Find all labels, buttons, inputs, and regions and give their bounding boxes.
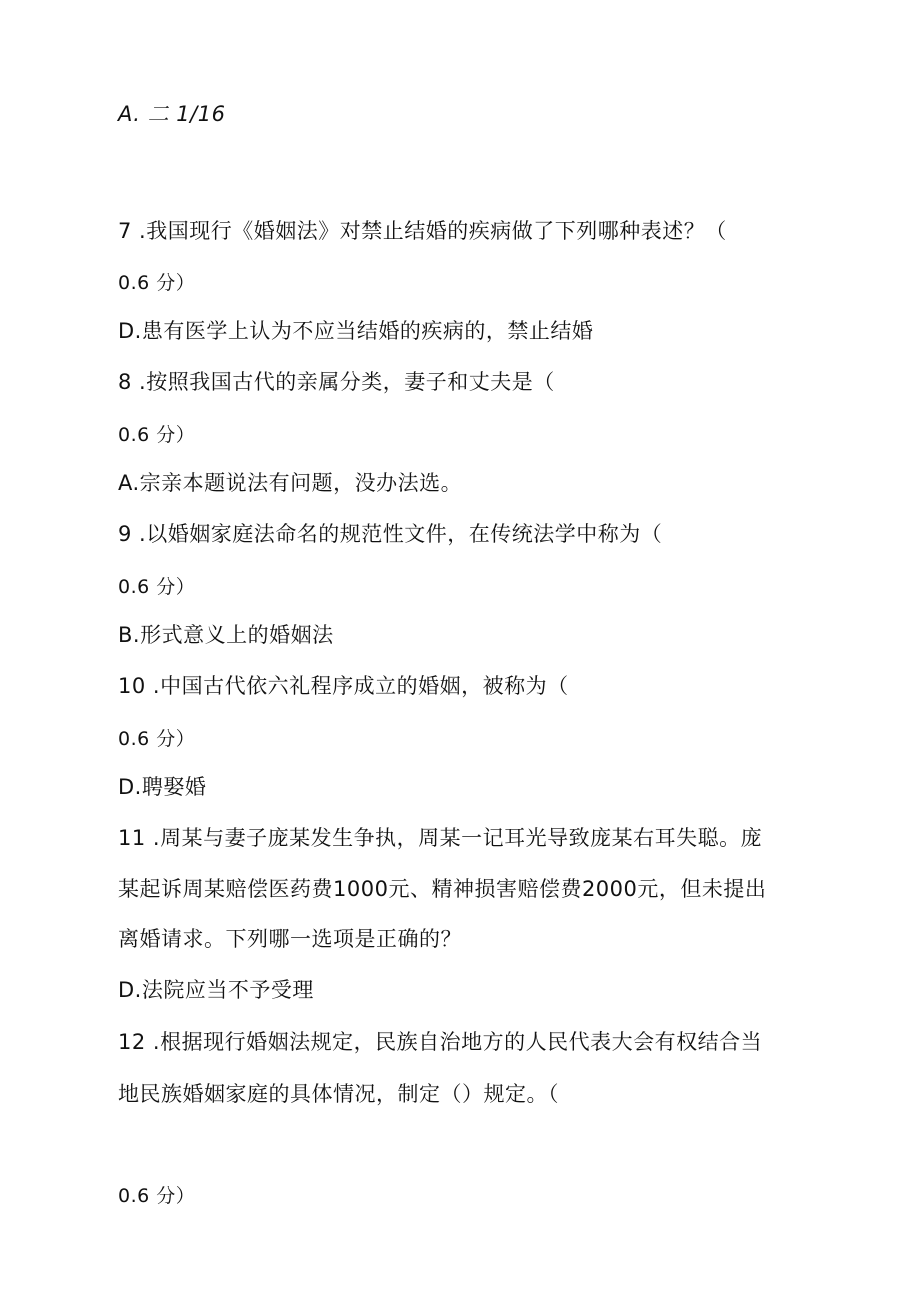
question-9-answer: B.形式意义上的婚姻法	[118, 623, 334, 647]
question-9-score: 0.6 分）	[118, 576, 196, 598]
question-11-stem-line-3: 离婚请求。下列哪一选项是正确的？	[118, 927, 462, 951]
question-12-stem-line-1: 12 .根据现行婚姻法规定，民族自治地方的人民代表大会有权结合当	[118, 1030, 763, 1054]
question-7-stem: 7 .我国现行《婚姻法》对禁止结婚的疾病做了下列哪种表述？（	[118, 219, 727, 243]
question-12-stem-line-2: 地民族婚姻家庭的具体情况，制定（）规定。（	[118, 1082, 559, 1106]
question-11-stem-line-1: 11 .周某与妻子庞某发生争执，周某一记耳光导致庞某右耳失聪。庞	[118, 826, 763, 850]
question-11-stem-line-2: 某起诉周某赔偿医药费1000元、精神损害赔偿费2000元，但未提出	[118, 877, 767, 901]
question-10-stem: 10 .中国古代依六礼程序成立的婚姻，被称为（	[118, 674, 569, 698]
question-10-score: 0.6 分）	[118, 728, 196, 750]
question-8-answer: A.宗亲本题说法有问题，没办法选。	[118, 471, 463, 495]
question-11-answer: D.法院应当不予受理	[118, 978, 314, 1002]
question-8-score: 0.6 分）	[118, 424, 196, 446]
top-answer: A. 二 1/16	[118, 102, 226, 126]
question-9-stem: 9 .以婚姻家庭法命名的规范性文件，在传统法学中称为（	[118, 522, 663, 546]
question-7-answer: D.患有医学上认为不应当结婚的疾病的，禁止结婚	[118, 319, 594, 343]
question-10-answer: D.聘娶婚	[118, 775, 207, 799]
question-7-score: 0.6 分）	[118, 272, 196, 294]
question-12-score: 0.6 分）	[118, 1185, 196, 1207]
question-8-stem: 8 .按照我国古代的亲属分类，妻子和丈夫是（	[118, 370, 555, 394]
